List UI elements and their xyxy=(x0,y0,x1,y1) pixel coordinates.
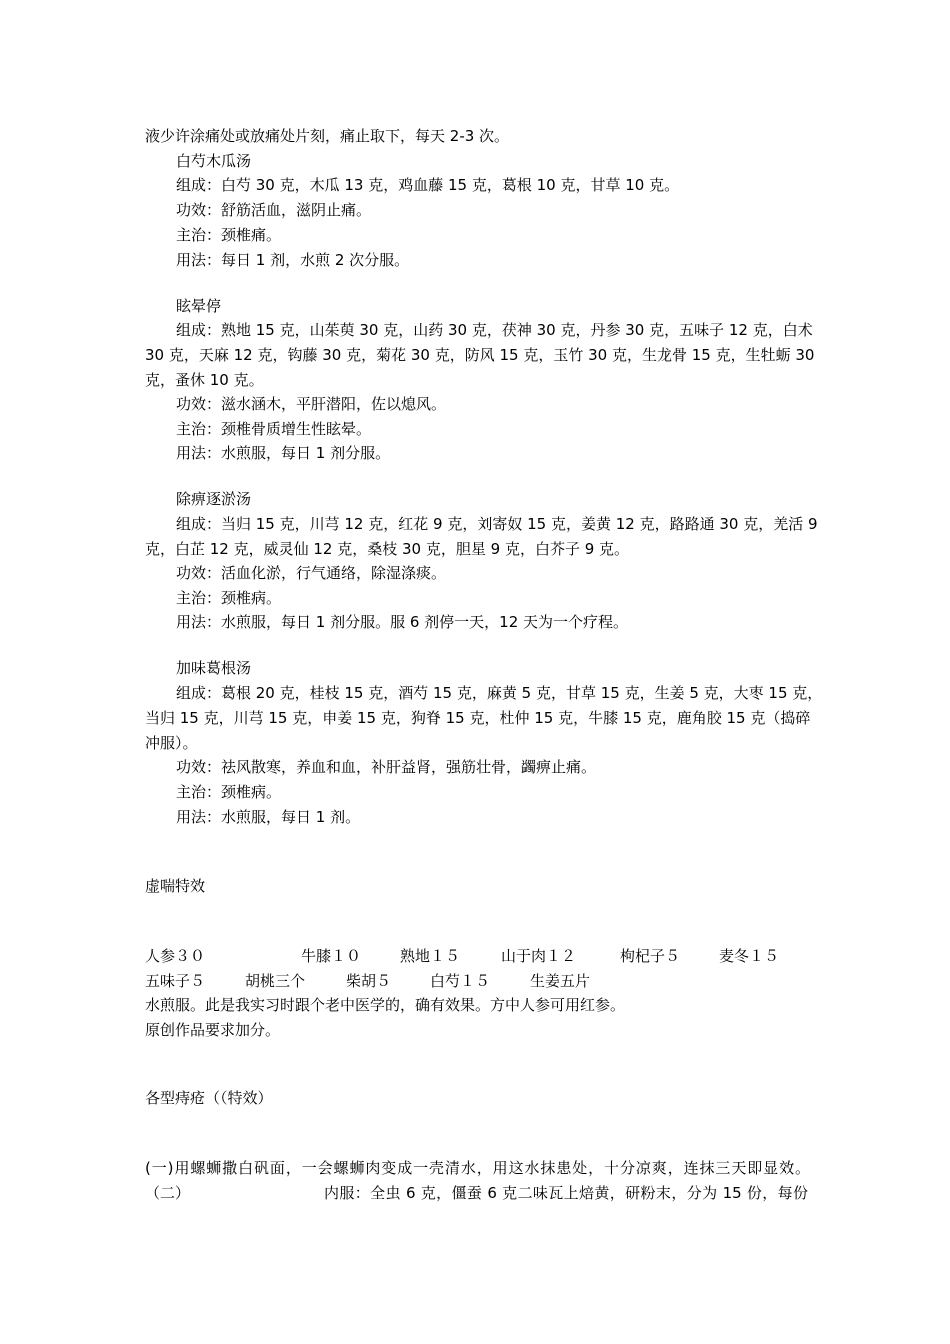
recipe-composition: 克，蚤休 10 克。 xyxy=(145,371,264,389)
recipe-usage: 用法：水煎服，每日 1 剂。 xyxy=(176,808,361,826)
recipe-composition: 组成：熟地 15 克，山茱萸 30 克，山药 30 克，茯神 30 克，丹参 30 克，五味子 12 克，白术 xyxy=(176,321,813,339)
herb-item: 人参３０ xyxy=(145,947,206,965)
recipe-indication: 主治：颈椎骨质增生性眩晕。 xyxy=(176,420,372,438)
recipe-title: 除痹逐淤汤 xyxy=(176,490,252,508)
recipe-usage: 用法：水煎服，每日 1 剂分服。服 6 剂停一天，12 天为一个疗程。 xyxy=(176,613,629,631)
recipe-effect: 功效：舒筋活血，滋阴止痛。 xyxy=(176,201,372,219)
herb-item: 麦冬１５ xyxy=(719,947,780,965)
treatment-item-text: 内服：全虫 6 克，僵蚕 6 克二味瓦上焙黄，研粉末，分为 15 份，每份 xyxy=(324,1184,808,1202)
herb-item: 柴胡５ xyxy=(346,972,392,990)
herb-item: 牛膝１０ xyxy=(301,947,362,965)
recipe-effect: 功效：祛风散寒，养血和血，补肝益肾，强筋壮骨，蠲痹止痛。 xyxy=(176,758,597,776)
recipe-indication: 主治：颈椎痛。 xyxy=(176,226,282,244)
herb-item: 白芍１５ xyxy=(430,972,491,990)
recipe-usage: 用法：每日 1 剂，水煎 2 次分服。 xyxy=(176,251,410,269)
recipe-title: 白芍木瓜汤 xyxy=(176,152,252,170)
treatment-item-label: （二） xyxy=(145,1184,191,1202)
recipe-composition: 当归 15 克，川芎 15 克，申姜 15 克，狗脊 15 克，杜仲 15 克，牛膝 15 克，鹿角胶 15 克（捣碎 xyxy=(145,709,811,727)
herb-item: 生姜五片 xyxy=(530,972,591,990)
herb-item: 山于肉１２ xyxy=(501,947,577,965)
recipe-composition: 30 克，天麻 12 克，钩藤 30 克，菊花 30 克，防风 15 克，玉竹 30 克，生龙骨 15 克，生牡蛎 30 xyxy=(145,346,815,364)
herb-item: 熟地１５ xyxy=(400,947,461,965)
recipe-effect: 功效：活血化淤，行气通络，除湿涤痰。 xyxy=(176,564,447,582)
treatment-item: (一)用螺蛳撒白矾面，一会螺蛳肉变成一壳清水，用这水抹患处，十分凉爽，连抹三天即显效。 xyxy=(145,1159,810,1177)
recipe-title: 加味葛根汤 xyxy=(176,659,252,677)
recipe-composition: 组成：白芍 30 克，木瓜 13 克，鸡血藤 15 克，葛根 10 克，甘草 10 克。 xyxy=(176,176,680,194)
recipe-usage: 用法：水煎服，每日 1 剂分服。 xyxy=(176,444,391,462)
intro-line: 液少许涂痛处或放痛处片刻，痛止取下，每天 2-3 次。 xyxy=(145,127,510,145)
herb-item: 胡桃三个 xyxy=(245,972,306,990)
recipe-composition: 冲服）。 xyxy=(145,734,198,752)
recipe-composition: 组成：葛根 20 克，桂枝 15 克，酒芍 15 克，麻黄 5 克，甘草 15 克，生姜 5 克，大枣 15 克， xyxy=(176,684,823,702)
section-note: 原创作品要求加分。 xyxy=(145,1021,281,1039)
section-note: 水煎服。此是我实习时跟个老中医学的，确有效果。方中人参可用红参。 xyxy=(145,996,626,1014)
recipe-composition: 组成：当归 15 克，川芎 12 克，红花 9 克，刘寄奴 15 克，姜黄 12 克，路路通 30 克，羌活 9 xyxy=(176,515,818,533)
recipe-indication: 主治：颈椎病。 xyxy=(176,783,282,801)
herb-item: 枸杞子５ xyxy=(620,947,681,965)
recipe-effect: 功效：滋水涵木，平肝潜阳，佐以熄风。 xyxy=(176,395,447,413)
recipe-title: 眩晕停 xyxy=(176,297,222,315)
section-title: 虚喘特效 xyxy=(145,877,206,895)
section-title: 各型痔疮（（特效） xyxy=(145,1089,273,1107)
recipe-indication: 主治：颈椎病。 xyxy=(176,589,282,607)
herb-item: 五味子５ xyxy=(145,972,206,990)
recipe-composition: 克，白芷 12 克，威灵仙 12 克，桑枝 30 克，胆星 9 克，白芥子 9 克。 xyxy=(145,540,630,558)
